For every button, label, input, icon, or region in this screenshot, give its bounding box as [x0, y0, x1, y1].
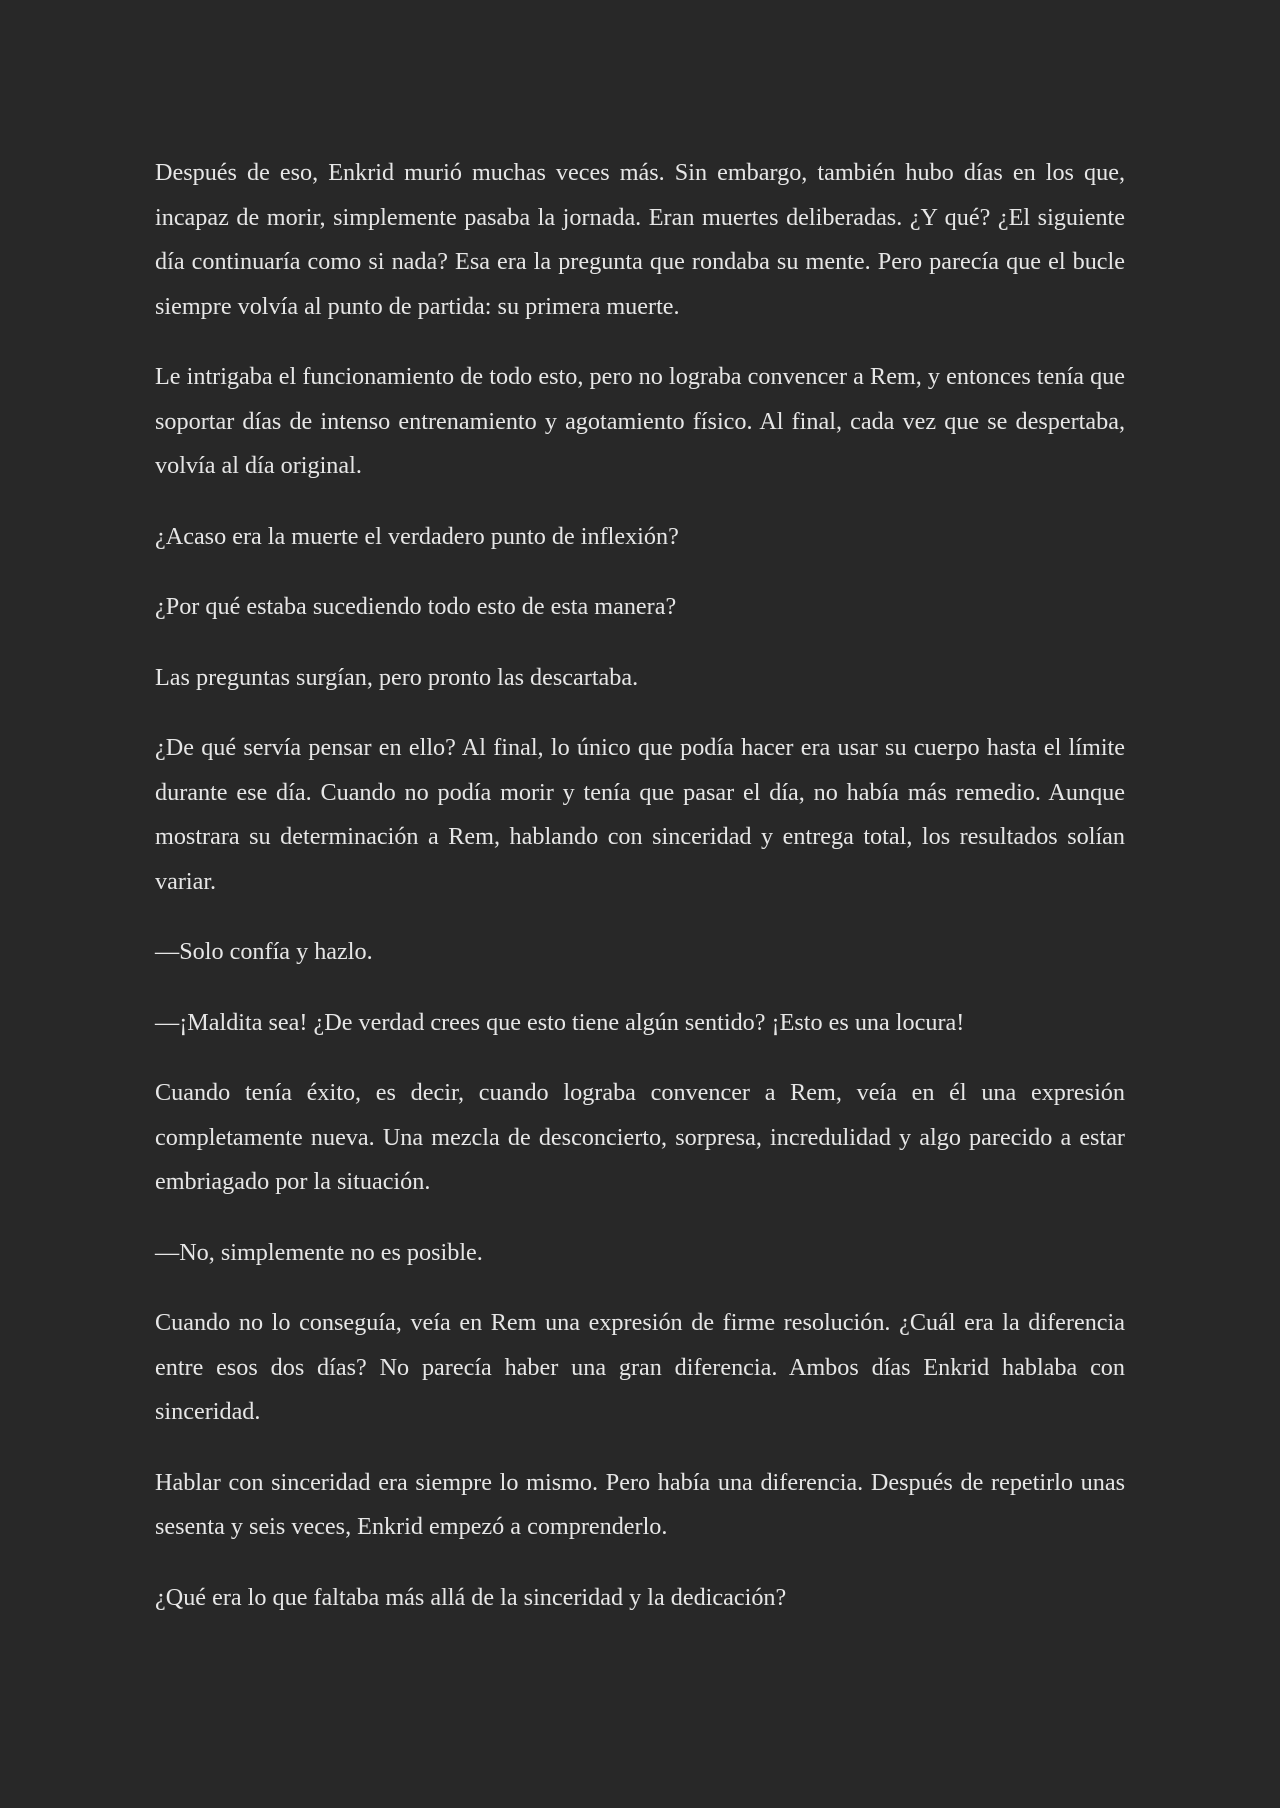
dialogue-line: —¡Maldita sea! ¿De verdad crees que esto tiene algún sentido? ¡Esto es una locura! — [155, 1008, 965, 1036]
paragraph: ¿Por qué estaba sucediendo todo esto de esta manera? — [155, 593, 677, 620]
paragraph: Después de eso, Enkrid murió muchas veces más. Sin embargo, también hubo días en los que, incapaz de morir, simplemente pasaba la jornada. Eran muertes deliberadas. ¿Y qué? ¿El siguiente día continuaría como si nada? Esa era la pregunta que rondaba su mente. Pero parecía que el bucle siempre volvía al punto de partida: su primera muerte. — [155, 159, 1125, 320]
reading-page — [155, 151, 1125, 1646]
dialogue-line: —Solo confía y hazlo. — [155, 938, 373, 965]
paragraph: Cuando tenía éxito, es decir, cuando lograba convencer a Rem, veía en él una expresión completamente nueva. Una mezcla de desconcierto, sorpresa, incredulidad y algo parecido a estar embriagado por la situación. — [155, 1079, 1125, 1195]
paragraph: ¿Qué era lo que faltaba más allá de la sinceridad y la dedicación? — [155, 1583, 787, 1611]
paragraph: Las preguntas surgían, pero pronto las descartaba. — [155, 663, 639, 691]
paragraph: Le intrigaba el funcionamiento de todo esto, pero no lograba convencer a Rem, y entonces tenía que soportar días de intenso entrenamiento y agotamiento físico. Al final, cada vez que se despertaba, volvía al día original. — [155, 363, 1125, 479]
paragraph: ¿Acaso era la muerte el verdadero punto de inflexión? — [155, 522, 679, 550]
paragraph: Cuando no lo conseguía, veía en Rem una expresión de firme resolución. ¿Cuál era la diferencia entre esos dos días? No parecía haber una gran diferencia. Ambos días Enkrid hablaba con sinceridad. — [155, 1309, 1125, 1425]
paragraph: ¿De qué servía pensar en ello? Al final, lo único que podía hacer era usar su cuerpo hasta el límite durante ese día. Cuando no podía morir y tenía que pasar el día, no había más remedio. Aunque mostrara su determinación a Rem, hablando con sinceridad y entrega total, los resultados solían variar. — [155, 734, 1125, 895]
paragraph: Hablar con sinceridad era siempre lo mismo. Pero había una diferencia. Después de repetirlo unas sesenta y seis veces, Enkrid empezó a comprenderlo. — [155, 1468, 1125, 1540]
dialogue-line: —No, simplemente no es posible. — [155, 1238, 483, 1266]
